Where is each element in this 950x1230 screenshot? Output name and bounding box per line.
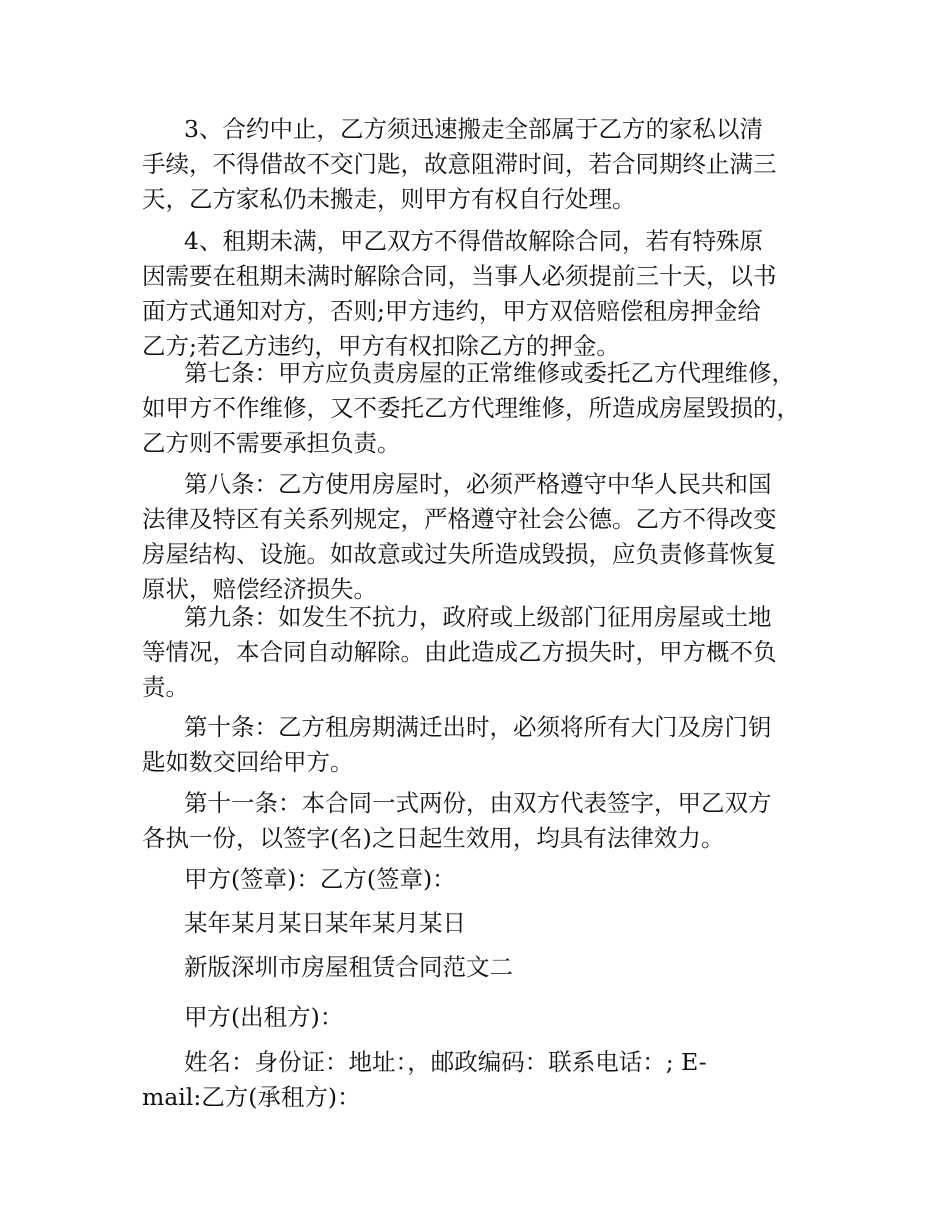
text-line: 第九条：如发生不抗力，政府或上级部门征用房屋或土地	[184, 603, 772, 631]
text-line: 3、合约中止，乙方须迅速搬走全部属于乙方的家私以清	[184, 115, 763, 143]
text-line: 如甲方不作维修，又不委托乙方代理维修，所造成房屋毁损的，	[142, 394, 800, 422]
text-line: 第十一条：本合同一式两份，由双方代表签字，甲乙双方	[184, 789, 772, 817]
text-line: 甲方(出租方)：	[184, 1003, 344, 1031]
paragraph-article-9	[142, 600, 832, 705]
paragraph-clause-3	[142, 112, 832, 217]
text-line: 面方式通知对方，否则;甲方违约，甲方双倍赔偿租房押金给	[142, 297, 761, 325]
section-title	[142, 950, 832, 985]
text-line: 原状，赔偿经济损失。	[142, 575, 377, 603]
text-line: 房屋结构、设施。如故意或过失所造成毁损，应负责修葺恢复	[142, 540, 777, 568]
text-line: 甲方(签章)：乙方(签章)：	[184, 865, 456, 893]
paragraph-article-11	[142, 786, 832, 856]
date-line	[142, 906, 832, 941]
text-line: 第七条：甲方应负责房屋的正常维修或委托乙方代理维修，	[184, 359, 795, 387]
text-line: 乙方则不需要承担负责。	[142, 429, 401, 457]
text-line: 等情况，本合同自动解除。由此造成乙方损失时，甲方概不负	[142, 638, 777, 666]
text-line: 匙如数交回给甲方。	[142, 748, 354, 776]
text-line: 因需要在租期未满时解除合同，当事人必须提前三十天，以书	[142, 262, 777, 290]
text-line: 责。	[142, 673, 189, 701]
text-line: mail:乙方(承租方)：	[142, 1083, 361, 1111]
text-line: 新版深圳市房屋租赁合同范文二	[184, 953, 513, 981]
text-line: 姓名：身份证：地址：，邮政编码：联系电话：; E-	[184, 1048, 707, 1076]
text-line: 第十条：乙方租房期满迁出时，必须将所有大门及房门钥	[184, 713, 772, 741]
text-line: 乙方;若乙方违约，甲方有权扣除乙方的押金。	[142, 332, 620, 360]
paragraph-article-8	[142, 467, 832, 607]
text-line: 4、租期未满，甲乙双方不得借故解除合同，若有特殊原	[184, 227, 763, 255]
text-line: 第八条：乙方使用房屋时，必须严格遵守中华人民共和国	[184, 470, 772, 498]
party-details	[142, 1045, 832, 1115]
text-line: 某年某月某日某年某月某日	[184, 909, 466, 937]
signature-line	[142, 862, 832, 897]
text-line: 法律及特区有关系列规定，严格遵守社会公德。乙方不得改变	[142, 505, 777, 533]
paragraph-article-10	[142, 710, 832, 780]
party-a-heading	[142, 1000, 832, 1035]
text-line: 各执一份，以签字(名)之日起生效用，均具有法律效力。	[142, 824, 725, 852]
paragraph-article-7	[142, 356, 832, 461]
text-line: 天，乙方家私仍未搬走，则甲方有权自行处理。	[142, 185, 636, 213]
text-line: 手续，不得借故不交门匙，故意阻滞时间，若合同期终止满三	[142, 150, 777, 178]
paragraph-clause-4	[142, 224, 832, 364]
